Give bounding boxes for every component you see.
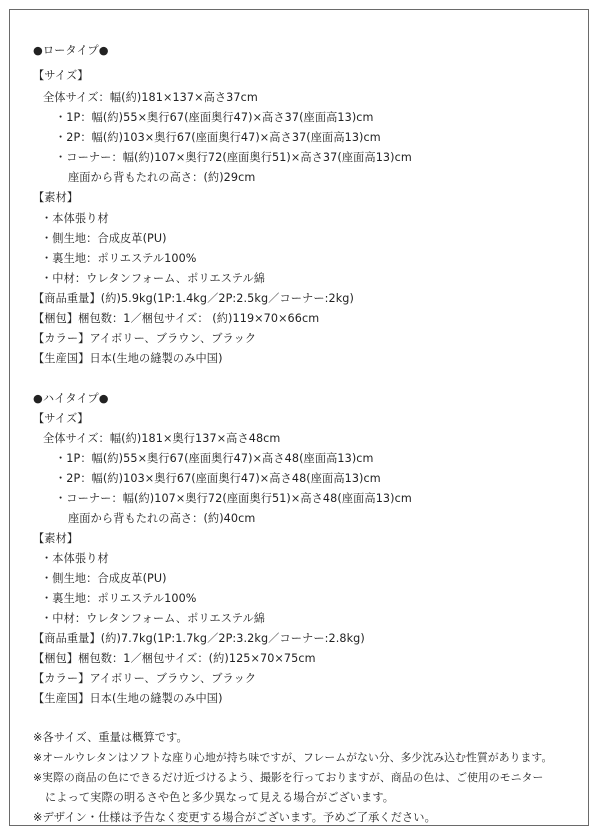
high-corner-size: ・コーナー：幅(約)107×奥行72(座面奥行51)×高さ48(座面高13)cm [55, 492, 412, 505]
high-2p-size: ・2P：幅(約)103×奥行67(座面奥行47)×高さ48(座面高13)cm [55, 472, 381, 485]
note-color-line2: によって実際の明るさや色と多少異なって見える場合がございます。 [45, 791, 395, 804]
low-size-label: 【サイズ】 [33, 69, 89, 82]
low-material-body: ・本体張り材 [41, 212, 109, 225]
high-type-heading: ●ハイタイプ● [33, 392, 109, 405]
low-backrest-height: 座面から背もたれの高さ：(約)29cm [68, 171, 256, 184]
high-origin: 【生産国】日本(生地の縫製のみ中国) [33, 692, 223, 705]
high-backrest-height: 座面から背もたれの高さ：(約)40cm [68, 512, 256, 525]
low-origin: 【生産国】日本(生地の縫製のみ中国) [33, 352, 223, 365]
note-color-line1: ※実際の商品の色にできるだけ近づけるよう、撮影を行っておりますが、商品の色は、ご使用のモニター [33, 771, 544, 784]
note-approximate: ※各サイズ、重量は概算です。 [33, 731, 188, 744]
high-size-label: 【サイズ】 [33, 412, 89, 425]
low-color: 【カラー】アイボリー、ブラウン、ブラック [33, 332, 257, 345]
high-material-side: ・側生地：合成皮革(PU) [41, 572, 167, 585]
low-1p-size: ・1P：幅(約)55×奥行67(座面奥行47)×高さ37(座面高13)cm [55, 111, 374, 124]
low-type-heading: ●ロータイプ● [33, 44, 109, 57]
low-2p-size: ・2P：幅(約)103×奥行67(座面奥行47)×高さ37(座面高13)cm [55, 131, 381, 144]
high-weight: 【商品重量】(約)7.7kg(1P:1.7kg／2P:3.2kg／コーナー:2.8kg) [33, 632, 365, 645]
low-corner-size: ・コーナー：幅(約)107×奥行72(座面奥行51)×高さ37(座面高13)cm [55, 151, 412, 164]
high-material-body: ・本体張り材 [41, 552, 109, 565]
note-urethane: ※オールウレタンはソフトな座り心地が持ち味ですが、フレームがない分、多少沈み込む性質があります。 [33, 751, 553, 764]
low-material-side: ・側生地：合成皮革(PU) [41, 232, 167, 245]
high-material-back: ・裏生地：ポリエステル100% [41, 592, 197, 605]
high-package: 【梱包】梱包数：1／梱包サイズ：(約)125×70×75cm [33, 652, 316, 665]
low-overall-size: 全体サイズ：幅(約)181×137×高さ37cm [43, 91, 258, 104]
low-material-filling: ・中材：ウレタンフォーム、ポリエステル綿 [41, 272, 266, 285]
high-color: 【カラー】アイボリー、ブラウン、ブラック [33, 672, 257, 685]
low-weight: 【商品重量】(約)5.9kg(1P:1.4kg／2P:2.5kg／コーナー:2kg) [33, 292, 354, 305]
high-1p-size: ・1P：幅(約)55×奥行67(座面奥行47)×高さ48(座面高13)cm [55, 452, 374, 465]
spec-box [9, 9, 589, 826]
high-material-filling: ・中材：ウレタンフォーム、ポリエステル綿 [41, 612, 266, 625]
high-material-label: 【素材】 [33, 532, 79, 545]
high-overall-size: 全体サイズ：幅(約)181×奥行137×高さ48cm [43, 432, 281, 445]
note-design-change: ※デザイン・仕様は予告なく変更する場合がございます。予めご了承ください。 [33, 811, 436, 824]
low-material-back: ・裏生地：ポリエステル100% [41, 252, 197, 265]
low-material-label: 【素材】 [33, 191, 79, 204]
low-package: 【梱包】梱包数：1／梱包サイズ： (約)119×70×66cm [33, 312, 320, 325]
